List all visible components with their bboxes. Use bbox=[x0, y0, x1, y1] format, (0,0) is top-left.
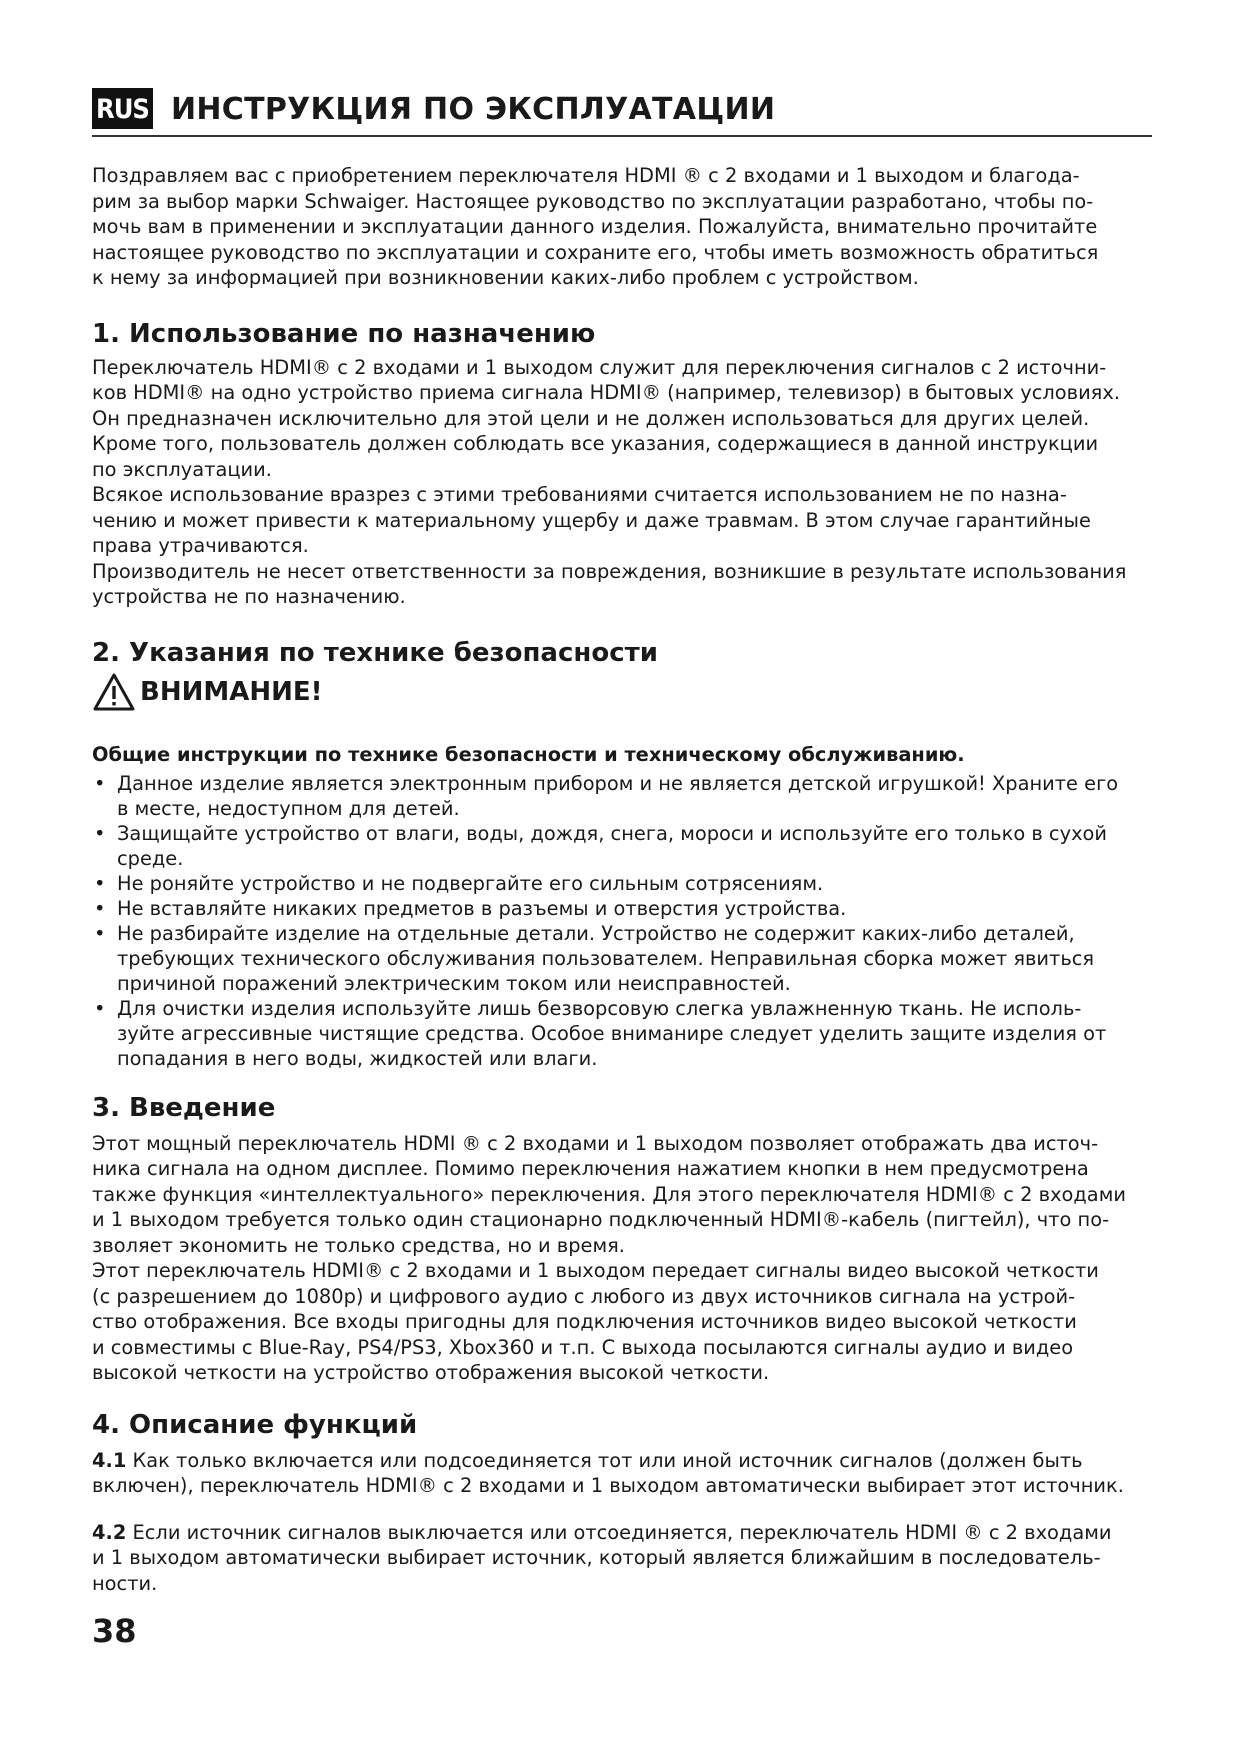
intro-line: рим за выбор марки Schwaiger. Настоящее руководство по эксплуатации разработано, чтобы по- bbox=[92, 189, 1094, 213]
section-1-line: Он предназначен исключительно для этой цели и не должен использоваться для других целей. bbox=[92, 406, 1090, 430]
list-item-line: Защищайте устройство от влаги, воды, дождя, снега, мороси и используйте его только в сухой bbox=[117, 821, 1108, 845]
intro-line: мочь вам в применении и эксплуатации данного изделия. Пожалуйста, внимательно прочитайте bbox=[92, 215, 1098, 238]
list-item-line: в месте, недоступном для детей. bbox=[117, 796, 460, 820]
list-item-line: среде. bbox=[117, 846, 184, 870]
section-1-line: Всякое использование вразрез с этими требованиями считается использованием не по назна- bbox=[92, 483, 1067, 506]
list-item bbox=[92, 996, 1152, 1071]
list-item bbox=[92, 871, 1152, 896]
section-3-line: зволяет экономить не только средства, но и время. bbox=[92, 1233, 625, 1257]
language-badge: RUS bbox=[92, 88, 153, 129]
section-1-line: ков HDMI® на одно устройство приема сигнала HDMI® (например, телевизор) в бытовых условиях. bbox=[92, 381, 1120, 404]
section-1-line: Производитель не несет ответственности за повреждения, возникшие в результате использования bbox=[92, 559, 1127, 583]
section-3-line: (с разрешением до 1080p) и цифрового аудио с любого из двух источников сигнала на устрой- bbox=[92, 1284, 1076, 1308]
list-item-line: Не разбирайте изделие на отдельные детали. Устройство не содержит каких-либо деталей, bbox=[117, 921, 1075, 945]
page-title: ИНСТРУКЦИЯ ПО ЭКСПЛУАТАЦИИ bbox=[170, 92, 776, 127]
list-item-line: Не роняйте устройство и не подвергайте его сильным сотрясениям. bbox=[117, 871, 824, 895]
list-item bbox=[92, 821, 1152, 871]
list-item-line: требующих технического обслуживания пользователем. Неправильная сборка может явиться bbox=[117, 946, 1095, 970]
safety-subheading: Общие инструкции по технике безопасности и техническому обслуживанию. bbox=[92, 742, 965, 766]
function-item-line bbox=[92, 1520, 1152, 1546]
section-3-line: также функция «интеллектуального» переключения. Для этого переключателя HDMI® с 2 входами bbox=[92, 1182, 1126, 1206]
section-3-line: и совместимы с Blue-Ray, PS4/PS3, Xbox360 и т.п. С выхода посылаются сигналы аудио и видео bbox=[92, 1335, 1074, 1359]
section-3-line: ство отображения. Все входы пригодны для подключения источников видео высокой четкости bbox=[92, 1310, 1077, 1333]
section-1-line: Переключатель HDMI® с 2 входами и 1 выходом служит для переключения сигналов с 2 источни- bbox=[92, 355, 1107, 379]
intro-line: настоящее руководство по эксплуатации и сохраните его, чтобы иметь возможность обратиться bbox=[92, 240, 1099, 264]
function-item-line: ности. bbox=[92, 1571, 158, 1595]
section-1-line: чению и может привести к материальному ущербу и даже травмам. В этом случае гарантийные bbox=[92, 508, 1091, 532]
list-item-line: зуйте агрессивные чистящие средства. Особое вниманире следует уделить защите изделия от bbox=[117, 1021, 1107, 1045]
function-item-line: включен), переключатель HDMI® с 2 входами и 1 выходом автоматически выбирает этот источник. bbox=[92, 1474, 1124, 1497]
intro-paragraph bbox=[92, 163, 1152, 291]
list-item-line: причиной поражений электрическим током или неисправностей. bbox=[117, 971, 791, 995]
function-number: 4.2 bbox=[92, 1520, 127, 1544]
function-item-line: и 1 выходом автоматически выбирает источник, который является ближайшим в последователь- bbox=[92, 1546, 1101, 1569]
list-item-line: попадания в него воды, жидкостей или влаги. bbox=[117, 1046, 598, 1070]
function-text: Как только включается или подсоединяется тот или иной источник сигналов (должен быть bbox=[126, 1448, 1083, 1472]
section-3-heading: 3. Введение bbox=[92, 1092, 276, 1123]
intro-line: к нему за информацией при возникновении каких-либо проблем с устройством. bbox=[92, 266, 919, 289]
section-1-line: по эксплуатации. bbox=[92, 457, 272, 481]
intro-line: Поздравляем вас с приобретением переключателя HDMI ® с 2 входами и 1 выходом и благода- bbox=[92, 164, 1080, 187]
section-functions bbox=[92, 1410, 1152, 1597]
list-item-line: Данное изделие является электронным прибором и не является детской игрушкой! Храните его bbox=[117, 771, 1119, 795]
function-number: 4.1 bbox=[92, 1448, 127, 1472]
section-1-line: права утрачиваются. bbox=[92, 534, 309, 557]
safety-list bbox=[92, 771, 1152, 1071]
section-3-line: ника сигнала на одном дисплее. Помимо переключения нажатием кнопки в нем предусмотрена bbox=[92, 1157, 1089, 1180]
section-intended-use bbox=[92, 319, 1152, 610]
list-item-line: Для очистки изделия используйте лишь безворсовую слегка увлажненную ткань. Не исполь- bbox=[117, 996, 1082, 1020]
section-1-heading: 1. Использование по назначению bbox=[92, 318, 596, 349]
warning-triangle-icon bbox=[92, 672, 136, 712]
section-3-line: Этот мощный переключатель HDMI ® с 2 входами и 1 выходом позволяет отображать два источ- bbox=[92, 1131, 1099, 1155]
function-item-line bbox=[92, 1448, 1152, 1474]
list-item bbox=[92, 921, 1152, 996]
list-item-line: Не вставляйте никаких предметов в разъемы и отверстия устройства. bbox=[117, 896, 847, 920]
page-header bbox=[92, 88, 1152, 137]
section-safety bbox=[92, 638, 1152, 1071]
section-1-line: Кроме того, пользователь должен соблюдать все указания, содержащиеся в данной инструкции bbox=[92, 432, 1099, 455]
warning-label: ВНИМАНИЕ! bbox=[140, 676, 323, 707]
section-2-heading: 2. Указания по технике безопасности bbox=[92, 637, 658, 668]
section-introduction bbox=[92, 1093, 1152, 1386]
list-item bbox=[92, 771, 1152, 821]
warning-row bbox=[92, 672, 1152, 712]
list-item bbox=[92, 896, 1152, 921]
section-3-line: высокой четкости на устройство отображения высокой четкости. bbox=[92, 1361, 770, 1384]
function-text: Если источник сигналов выключается или отсоединяется, переключатель HDMI ® с 2 входами bbox=[126, 1520, 1112, 1544]
section-3-line: и 1 выходом требуется только один стационарно подключенный HDMI®-кабель (пигтейл), что по- bbox=[92, 1208, 1110, 1231]
page-number: 38 bbox=[92, 1612, 137, 1650]
section-4-heading: 4. Описание функций bbox=[92, 1409, 418, 1440]
section-3-line: Этот переключатель HDMI® с 2 входами и 1 выходом передает сигналы видео высокой четкости bbox=[92, 1259, 1099, 1282]
document-page bbox=[92, 88, 1152, 1596]
section-1-line: устройства не по назначению. bbox=[92, 585, 406, 608]
